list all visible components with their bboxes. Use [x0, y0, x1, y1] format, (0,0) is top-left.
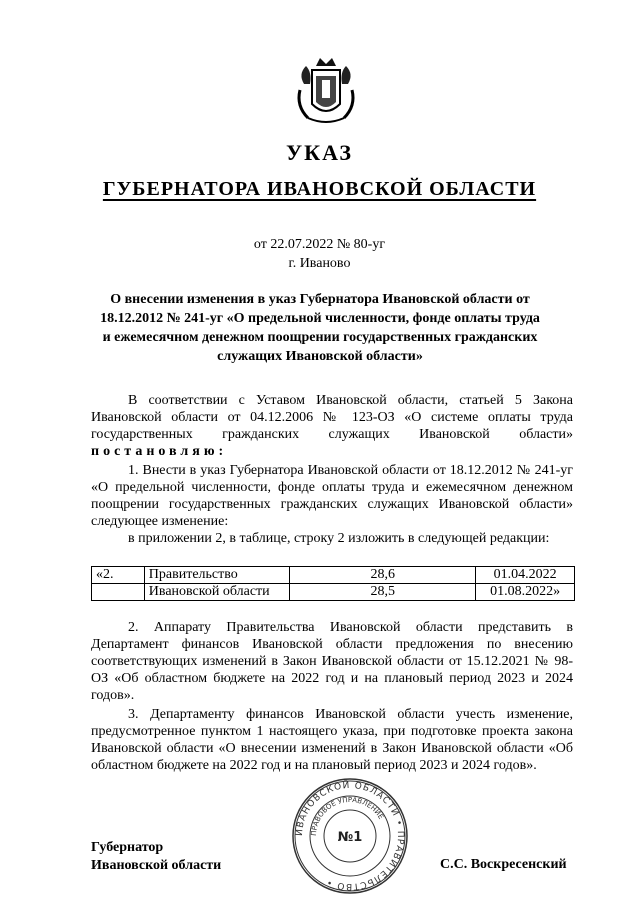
official-stamp-icon: [290, 776, 410, 896]
signatory-position: [91, 839, 221, 875]
table-cell-org: Ивановской области: [144, 584, 290, 601]
date-number: от 22.07.2022 № 80-уг: [253, 237, 386, 252]
item-2: 2. Аппарату Правительства Ивановской области представить в Департамент финансов Ивановской области предложения по внесению соответствующих изменений в Закон Ивановской области от 15.12.2021 № 98-ОЗ «Об областном бюджете на 2022 год и на плановый период 2023 и 2024 годов».: [91, 620, 573, 703]
table-cell-date: 01.08.2022»: [476, 584, 575, 601]
city: г. Иваново: [288, 256, 351, 271]
position-line-2: Ивановской области: [91, 858, 222, 873]
item-1: 1. Внести в указ Губернатора Ивановской области от 18.12.2012 № 241-уг «О предельной численности, фонде оплаты труда и ежемесячном денежном поощрении государственных гражданских служащих Ивановской области» следующее изменение:: [91, 463, 573, 529]
position-line-1: Губернатор: [91, 840, 164, 855]
signatory-name: С.С. Воскресенский: [440, 857, 567, 872]
issuer-text: ГУБЕРНАТОРА ИВАНОВСКОЙ ОБЛАСТИ: [102, 178, 537, 200]
table-row: [92, 584, 575, 601]
document-title: О внесении изменения в указ Губернатора Ивановской области от 18.12.2012 № 241-уг «О предельной численности, фонде оплаты труда и ежемесячном денежном поощрении государственных гражданских служащих Ивановской области»: [100, 292, 540, 364]
decree-word: постановляю:: [91, 444, 228, 459]
document-type: УКАЗ: [285, 140, 354, 165]
table-cell-value: 28,5: [290, 584, 476, 601]
item-1-detail: в приложении 2, в таблице, строку 2 изложить в следующей редакции:: [128, 531, 550, 546]
table-cell-num: «2.: [92, 567, 145, 584]
item-3: 3. Департаменту финансов Ивановской области учесть изменение, предусмотренное пунктом 1 настоящего указа, при подготовке проекта закона Ивановской области «О внесении изменений в Закон Ивановской области «Об областном бюджете на 2022 год и на плановый период 2023 и 2024 годов».: [91, 707, 573, 773]
amendment-table: [91, 566, 575, 601]
coat-of-arms-icon: [294, 56, 358, 128]
issuer-heading: [0, 178, 639, 201]
table-cell-num: [92, 584, 145, 601]
table-cell-value: 28,6: [290, 567, 476, 584]
table-cell-org: Правительство: [144, 567, 290, 584]
table-cell-date: 01.04.2022: [476, 567, 575, 584]
stamp-outer-text: ИВАНОВСКОЙ ОБЛАСТИ • ПРАВИТЕЛЬСТВО •: [294, 780, 406, 892]
basis-paragraph: В соответствии с Уставом Ивановской области, статьей 5 Закона Ивановской области от 04.12.2006 № 123-ОЗ «О системе оплаты труда государственных гражданских служащих Ивановской области»: [91, 393, 573, 442]
stamp-number: №1: [337, 830, 363, 845]
table-row: [92, 567, 575, 584]
stamp-inner-text: ПРАВОВОЕ УПРАВЛЕНИЕ: [309, 795, 385, 837]
